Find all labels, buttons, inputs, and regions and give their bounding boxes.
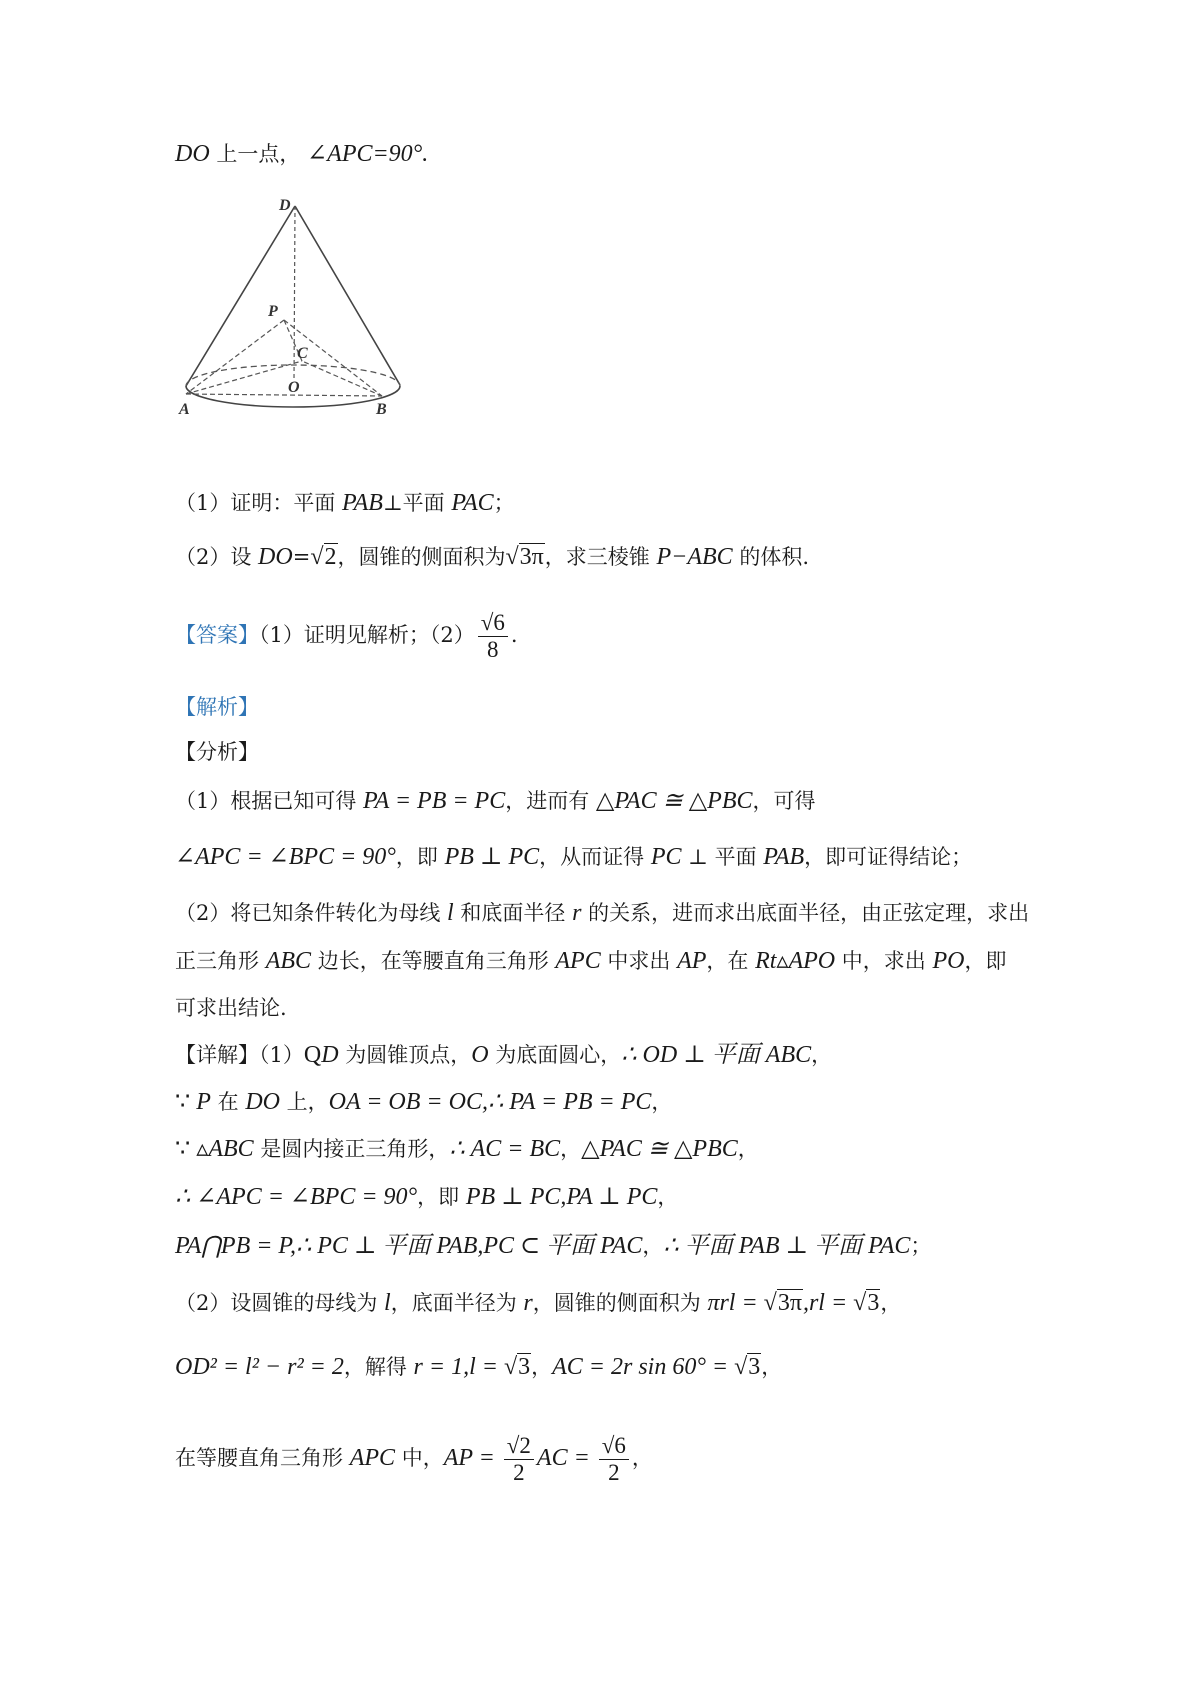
edge-pa <box>186 320 284 394</box>
text: ，可得 <box>752 789 816 813</box>
fraction-sqrt6-over-2 <box>599 1433 629 1486</box>
math: △PAC ≅ △PBC <box>595 788 753 814</box>
math: ∠APC = ∠BPC = 90° <box>175 844 396 870</box>
var-do: DO <box>258 544 293 570</box>
text: 中， <box>395 1446 444 1470</box>
edge-bc <box>302 361 382 396</box>
segment-do: DO <box>175 141 210 167</box>
radicand: 3π <box>519 544 544 570</box>
text: （2）设圆锥的母线为 <box>175 1291 385 1315</box>
intro-line <box>175 139 428 169</box>
text: ， <box>531 1355 553 1379</box>
text: ， <box>737 1137 759 1161</box>
text: ，即 <box>417 1185 466 1209</box>
analysis-line-3 <box>175 898 1029 928</box>
denominator: 8 <box>487 637 499 662</box>
math: OA = OB = OC,∴ PA = PB = PC <box>328 1089 652 1115</box>
text: （1）证明见解析；（2） <box>259 623 475 647</box>
text: . <box>510 623 518 647</box>
text: （2）设 <box>175 545 259 569</box>
text: ， <box>880 1291 902 1315</box>
cone-figure <box>175 198 445 453</box>
analysis-line-2 <box>175 842 972 872</box>
math: ∴ ∠APC = ∠BPC = 90° <box>175 1184 418 1210</box>
detail-line-5 <box>175 1231 931 1261</box>
analysis-tag: 【解析】 <box>175 695 259 719</box>
text: ， <box>631 1446 653 1470</box>
math: πrl = <box>707 1290 764 1316</box>
radicand: 3 <box>867 1290 880 1316</box>
question-1 <box>175 488 515 518</box>
text: 和底面半径 <box>453 901 573 925</box>
math: DO <box>245 1089 280 1115</box>
math: ∴ 平面 PAB ⊥ 平面 PAC <box>663 1233 911 1259</box>
math: PA = PB = PC <box>363 788 506 814</box>
text: 的体积. <box>732 545 810 569</box>
plane-pab: PAB <box>342 490 383 516</box>
analysis-line-1 <box>175 786 816 816</box>
fraction-sqrt2-over-2 <box>504 1433 534 1486</box>
label-c: C <box>297 345 308 362</box>
label-b: B <box>376 401 387 418</box>
text: 为圆锥顶点， <box>338 1043 472 1067</box>
text: 为底面圆心， <box>488 1043 622 1067</box>
text: ，解得 <box>343 1355 414 1379</box>
answer-line <box>175 610 518 663</box>
math: ABC <box>765 1042 812 1068</box>
cone-side-left <box>186 206 295 386</box>
math: r = 1,l = <box>413 1354 504 1380</box>
denominator: 2 <box>608 1460 620 1485</box>
text: ，求三棱锥 <box>544 545 657 569</box>
text: ⊥ 平面 <box>681 845 764 869</box>
math: ∴ OD ⊥ 平面 <box>621 1042 766 1068</box>
text: ，圆锥的侧面积为 <box>337 545 506 569</box>
sqrt-3pi: √3π <box>505 544 544 570</box>
text: ， <box>811 1043 833 1067</box>
edge-ab <box>186 394 382 396</box>
denominator: 2 <box>513 1460 525 1485</box>
math: OD² = l² − r² = 2 <box>175 1354 344 1380</box>
math: PB ⊥ PC,PA ⊥ PC <box>465 1184 658 1210</box>
radicand: 3 <box>748 1354 761 1380</box>
symbol: Q <box>303 1042 322 1068</box>
math: ▵ABC <box>196 1136 254 1162</box>
text: ， <box>761 1355 783 1379</box>
sqrt-2: √2 <box>310 544 337 570</box>
axis-do <box>294 206 295 380</box>
radicand: 6 <box>614 1433 626 1458</box>
pyramid-name: P−ABC <box>656 544 733 570</box>
text: ，即可证得结论； <box>804 845 973 869</box>
analysis-line-4 <box>175 946 1006 976</box>
text: ， <box>642 1234 664 1258</box>
math: r <box>572 900 582 926</box>
detail-line-6 <box>175 1288 901 1318</box>
math: PB ⊥ PC <box>444 844 540 870</box>
numerator: √6 <box>478 610 508 637</box>
sqrt-3: √3 <box>734 1354 761 1380</box>
text: ， <box>560 1137 582 1161</box>
text: 上， <box>279 1090 329 1114</box>
sqrt-3: √3 <box>503 1354 531 1380</box>
radicand: 2 <box>519 1433 531 1458</box>
because: ∵ <box>175 1089 197 1115</box>
sqrt-3pi: √3π <box>763 1290 802 1316</box>
text: ； <box>910 1234 932 1258</box>
label-a: A <box>179 401 190 418</box>
detail-line-7 <box>175 1352 782 1382</box>
math: AC = 2r sin 60° = <box>552 1354 735 1380</box>
detail-line-4 <box>175 1182 678 1212</box>
radicand: 2 <box>324 544 337 570</box>
label-d: D <box>279 198 291 214</box>
text: （1） <box>259 1043 304 1067</box>
text: ，从而证得 <box>539 845 651 869</box>
math: APC <box>349 1445 396 1471</box>
math: D <box>321 1042 339 1068</box>
label-o: O <box>288 379 300 396</box>
numerator: √6 <box>599 1433 629 1460</box>
math: AP = <box>443 1445 501 1471</box>
math: ∴ AC = BC <box>449 1136 561 1162</box>
text: ， <box>657 1185 679 1209</box>
text: ，圆锥的侧面积为 <box>532 1291 708 1315</box>
label-p: P <box>268 303 278 320</box>
text: ； <box>493 491 515 515</box>
detail-line-2 <box>175 1087 672 1117</box>
angle-apc: ∠APC=90°. <box>307 141 429 167</box>
text: 在 <box>210 1090 246 1114</box>
text: ，在 <box>706 949 756 973</box>
text: = <box>292 545 311 569</box>
text: 上一点， <box>216 142 301 166</box>
math: AC = <box>536 1445 596 1471</box>
math: O <box>471 1042 489 1068</box>
text: ，进而有 <box>505 789 596 813</box>
math: ABC <box>265 948 312 974</box>
detail-tag: 【详解】 <box>175 1043 259 1067</box>
text: ，即 <box>395 845 445 869</box>
analysis-line-5: 可求出结论. <box>175 996 287 1020</box>
because: ∵ <box>175 1136 197 1162</box>
radicand: 3 <box>518 1354 531 1380</box>
text: ，即 <box>964 949 1007 973</box>
question-2 <box>175 542 809 572</box>
text: ， <box>651 1090 673 1114</box>
detail-line-1 <box>175 1040 832 1070</box>
sqrt-3: √3 <box>853 1290 880 1316</box>
math: △PAC ≅ △PBC <box>581 1136 738 1162</box>
math: l <box>447 900 454 926</box>
math: ,rl = <box>802 1290 854 1316</box>
math: PA⋂PB = P,∴ PC ⊥ 平面 PAB,PC ⊂ 平面 PAC <box>175 1233 643 1259</box>
cone-side-right <box>295 206 400 385</box>
answer-tag: 【答案】 <box>175 623 259 647</box>
text: 在等腰直角三角形 <box>175 1446 350 1470</box>
plane-pac: PAC <box>451 490 494 516</box>
math: APC <box>555 948 601 974</box>
fraction-answer <box>478 610 508 663</box>
text: （1）根据已知可得 <box>175 789 364 813</box>
text: 的关系，进而求出底面半径，由正弦定理，求出 <box>581 901 1030 925</box>
text: 中，求出 <box>835 949 933 973</box>
numerator: √2 <box>504 1433 534 1460</box>
math: PO <box>932 948 965 974</box>
math: PC <box>650 844 682 870</box>
text: 边长，在等腰直角三角形 <box>311 949 556 973</box>
math: Rt▵APO <box>755 948 836 974</box>
text: （2）将已知条件转化为母线 <box>175 901 448 925</box>
fenxi-tag: 【分析】 <box>175 740 259 764</box>
radicand: 6 <box>493 610 505 635</box>
detail-line-8 <box>175 1433 653 1486</box>
math: PAB <box>763 844 805 870</box>
math: P <box>196 1089 211 1115</box>
edge-ac <box>186 361 302 394</box>
text: 中求出 <box>600 949 678 973</box>
math: r <box>523 1290 533 1316</box>
text: ，底面半径为 <box>390 1291 524 1315</box>
text: （1）证明：平面 <box>175 491 343 515</box>
text: 正三角形 <box>175 949 266 973</box>
text: 是圆内接正三角形， <box>253 1137 450 1161</box>
text: ⊥平面 <box>382 491 452 515</box>
math: l <box>384 1290 391 1316</box>
math: AP <box>677 948 707 974</box>
radicand: 3π <box>777 1290 802 1316</box>
detail-line-3 <box>175 1134 759 1164</box>
